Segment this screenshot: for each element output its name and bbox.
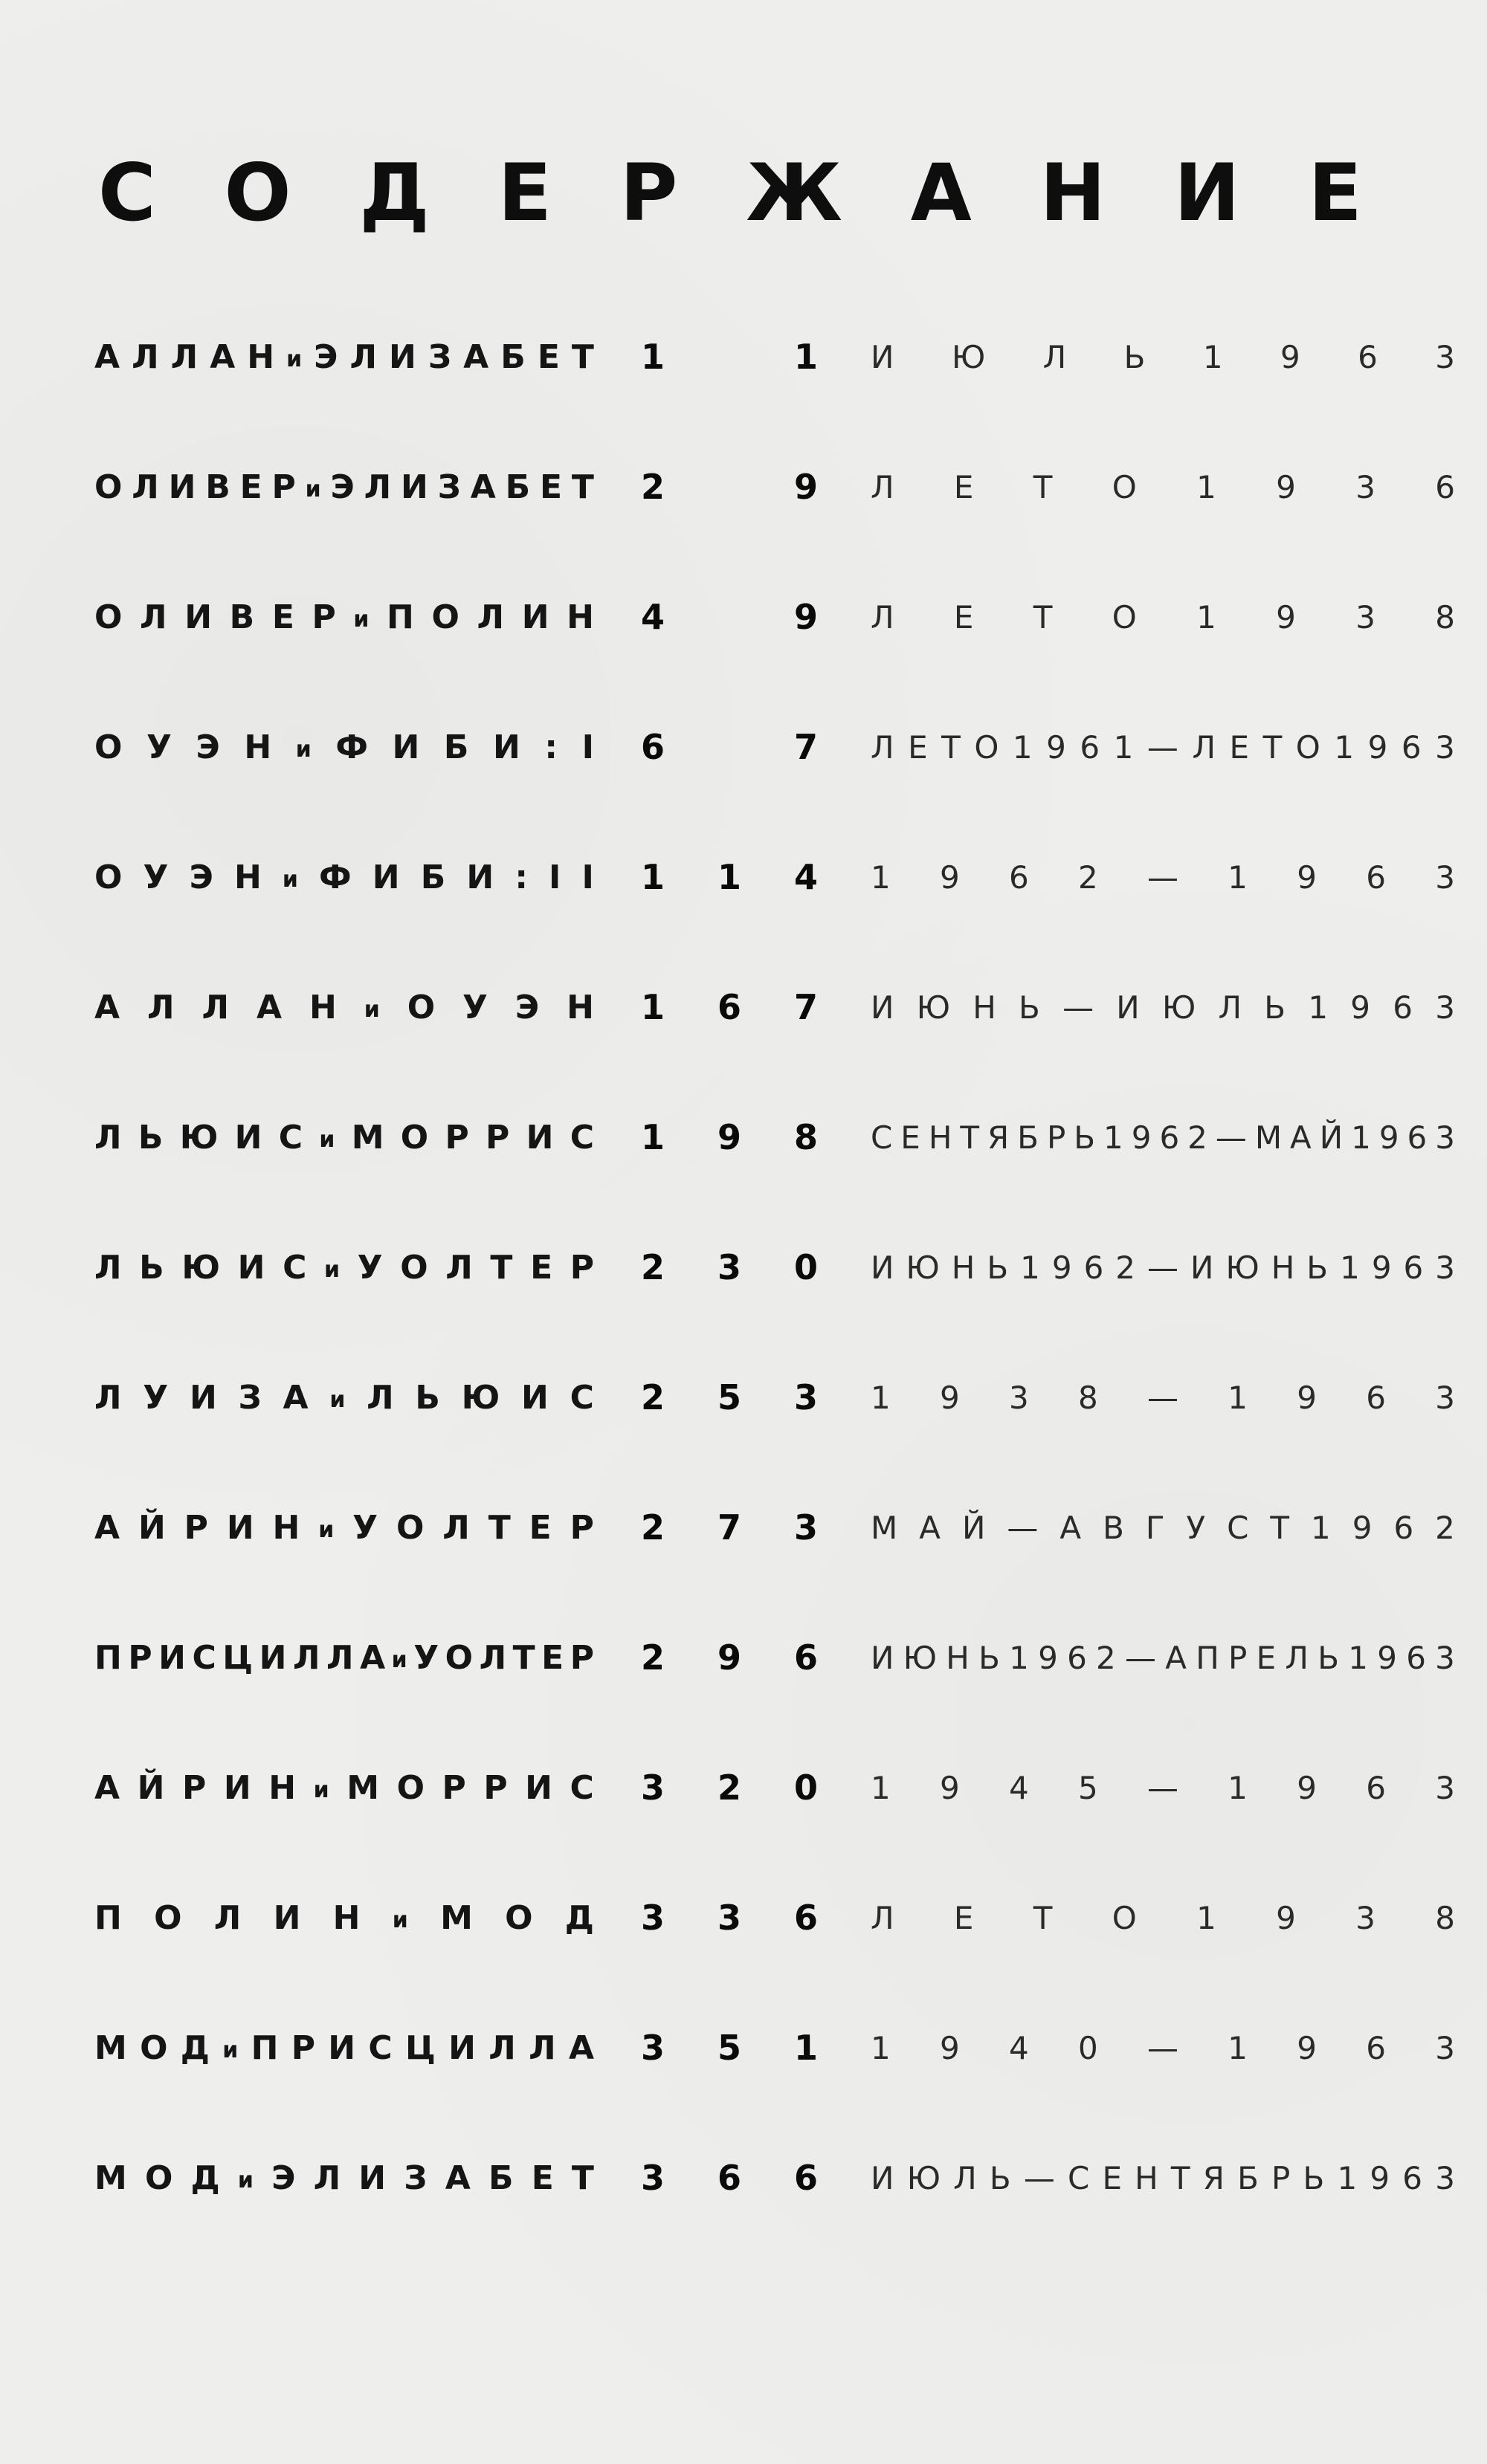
toc-entry[interactable] [94,977,1455,1037]
page-title: С О Д Е Р Ж А Н И Е [98,147,1362,239]
chapter-period: Л Е Т О 1 9 3 8 [871,1899,1455,1936]
toc-entry[interactable] [94,1107,1455,1167]
page-number: 3 6 6 [641,2158,818,2198]
chapter-title: М О Д и П Р И С Ц И Л Л А [94,2028,594,2067]
toc-entry[interactable] [94,1888,1455,1947]
chapter-title: О У Э Н и Ф И Б И : I I [94,858,594,896]
toc-entry[interactable] [94,1498,1455,1557]
chapter-title: П О Л И Н и М О Д [94,1898,594,1937]
toc-entry[interactable] [94,717,1455,777]
chapter-title: М О Д и Э Л И З А Б Е Т [94,2159,594,2197]
page-number: 1 1 [641,337,818,377]
page-number: 1 1 4 [641,857,818,897]
chapter-period: И Ю Л Ь — С Е Н Т Я Б Р Ь 1 9 6 3 [871,2159,1455,2196]
chapter-title: О У Э Н и Ф И Б И : I [94,728,594,766]
page-number: 3 2 0 [641,1768,818,1808]
chapter-title: А Л Л А Н и Э Л И З А Б Е Т [94,337,594,376]
chapter-period: И Ю Л Ь 1 9 6 3 [871,338,1455,375]
chapter-period: С Е Н Т Я Б Р Ь 1 9 6 2 — М А Й 1 9 6 3 [871,1119,1455,1156]
chapter-period: И Ю Н Ь — И Ю Л Ь 1 9 6 3 [871,989,1455,1026]
toc-entry[interactable] [94,1368,1455,1427]
chapter-period: И Ю Н Ь 1 9 6 2 — А П Р Е Л Ь 1 9 6 3 [871,1639,1455,1676]
toc-entry[interactable] [94,327,1455,387]
page-number: 1 6 7 [641,987,818,1027]
toc-entry[interactable] [94,1628,1455,1687]
page-number: 2 5 3 [641,1377,818,1417]
chapter-title: Л Ь Ю И С и У О Л Т Е Р [94,1248,594,1287]
chapter-period: М А Й — А В Г У С Т 1 9 6 2 [871,1509,1455,1546]
page-number: 2 9 [641,467,818,507]
page-number: 4 9 [641,597,818,637]
chapter-title: О Л И В Е Р и Э Л И З А Б Е Т [94,468,594,506]
toc-entry[interactable] [94,1758,1455,1817]
page-number: 3 3 6 [641,1898,818,1938]
chapter-title: А Й Р И Н и М О Р Р И С [94,1768,594,1807]
chapter-title: Л Ь Ю И С и М О Р Р И С [94,1118,594,1157]
chapter-period: Л Е Т О 1 9 3 8 [871,598,1455,636]
chapter-period: 1 9 4 5 — 1 9 6 3 [871,1769,1455,1806]
page-number: 6 7 [641,727,818,767]
page-number: 2 7 3 [641,1507,818,1548]
toc-entry[interactable] [94,847,1455,907]
chapter-period: 1 9 4 0 — 1 9 6 3 [871,2029,1455,2066]
chapter-period: И Ю Н Ь 1 9 6 2 — И Ю Н Ь 1 9 6 3 [871,1249,1455,1286]
chapter-title: П Р И С Ц И Л Л А и У О Л Т Е Р [94,1638,594,1677]
page-number: 2 9 6 [641,1637,818,1678]
chapter-title: А Й Р И Н и У О Л Т Е Р [94,1508,594,1547]
chapter-period: 1 9 3 8 — 1 9 6 3 [871,1379,1455,1416]
chapter-title: А Л Л А Н и О У Э Н [94,988,594,1026]
toc-entry[interactable] [94,1238,1455,1297]
toc-entry[interactable] [94,457,1455,517]
page-number: 2 3 0 [641,1247,818,1287]
toc-entry[interactable] [94,587,1455,647]
chapter-period: 1 9 6 2 — 1 9 6 3 [871,858,1455,896]
page-number: 1 9 8 [641,1117,818,1157]
chapter-period: Л Е Т О 1 9 6 1 — Л Е Т О 1 9 6 3 [871,728,1455,766]
toc-entry[interactable] [94,2018,1455,2077]
toc-entry[interactable] [94,2148,1455,2208]
page-number: 3 5 1 [641,2028,818,2068]
chapter-title: Л У И З А и Л Ь Ю И С [94,1378,594,1417]
chapter-period: Л Е Т О 1 9 3 6 [871,468,1455,505]
chapter-title: О Л И В Е Р и П О Л И Н [94,598,594,636]
